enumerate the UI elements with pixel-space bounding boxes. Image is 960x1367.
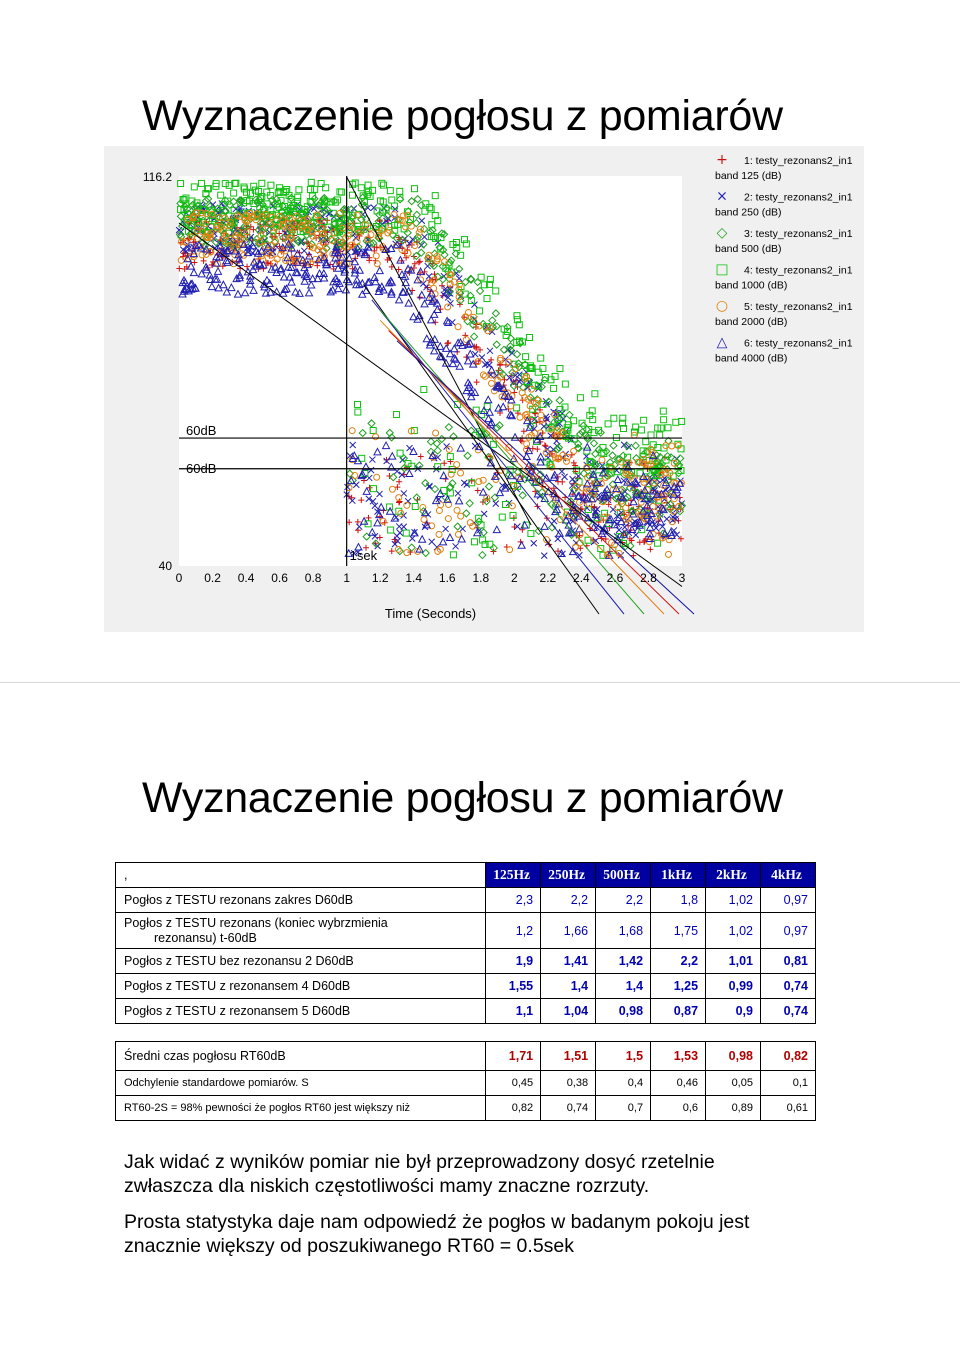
x-tick-label: 1: [343, 571, 351, 585]
paragraph-1-line-1: Jak widać z wyników pomiar nie był przeprowadzony dosyć rzetelnie: [124, 1151, 715, 1173]
results-table: [115, 862, 816, 1121]
x-tick-label: 0.8: [304, 571, 322, 585]
table-row: [116, 999, 816, 1024]
table-cell: 0,97: [760, 913, 815, 949]
column-header: 4kHz: [760, 863, 815, 888]
rt-cell: 0,89: [706, 1096, 761, 1121]
legend-band: band 4000 (dB): [715, 352, 788, 365]
std-cell: 0,46: [651, 1071, 706, 1096]
legend-marker: △: [716, 334, 728, 351]
annotation-label: 60dB: [186, 460, 217, 476]
mean-cell: 0,98: [706, 1042, 761, 1071]
legend-marker: □: [715, 261, 729, 278]
page-divider: [0, 682, 960, 683]
column-header: 2kHz: [706, 863, 761, 888]
table-cell: 1,68: [596, 913, 651, 949]
table-cell: 1,2: [486, 913, 541, 949]
table-cell: 0,97: [760, 888, 815, 913]
x-tick-label: 1.4: [405, 571, 423, 585]
x-tick-label: 2.8: [640, 571, 657, 585]
x-tick-label: 2: [510, 571, 518, 585]
legend-band: band 500 (dB): [715, 243, 782, 255]
row-label: Pogłos z TESTU rezonans zakres D60dB: [116, 888, 486, 913]
paragraph-2: [124, 1210, 749, 1258]
column-header: 500Hz: [596, 863, 651, 888]
legend-marker: ◇: [716, 225, 728, 241]
table-cell: 0,98: [596, 999, 651, 1024]
rt-cell: 0,61: [760, 1096, 815, 1121]
table-row: [116, 888, 816, 913]
table-cell: 1,9: [486, 949, 541, 974]
x-tick-label: 2.2: [539, 571, 557, 585]
mean-row: [116, 1042, 816, 1071]
legend-series-name: 1: testy_rezonans2_in1: [744, 155, 853, 167]
table-cell: 0,74: [760, 999, 815, 1024]
legend-band: band 125 (dB): [715, 170, 782, 182]
legend-series-name: 4: testy_rezonans2_in1: [744, 264, 853, 277]
mean-cell: 1,5: [596, 1042, 651, 1071]
table-cell: 1,02: [706, 913, 761, 949]
slide-2-title: Wyznaczenie pogłosu z pomiarów: [142, 774, 783, 822]
rt-cell: 0,7: [596, 1096, 651, 1121]
table-cell: 2,2: [541, 888, 596, 913]
y-axis-bottom-label: 40: [158, 559, 172, 573]
std-cell: 0,4: [596, 1071, 651, 1096]
legend-series-name: 3: testy_rezonans2_in1: [744, 228, 853, 240]
decay-chart-svg: [104, 146, 864, 632]
table-cell: 1,55: [486, 974, 541, 999]
table-cell: 1,8: [651, 888, 706, 913]
x-tick-label: 2.6: [606, 571, 624, 585]
std-cell: 0,05: [706, 1071, 761, 1096]
table-cell: 2,3: [486, 888, 541, 913]
y-axis-top-label: 116.2: [142, 170, 172, 184]
paragraph-1: [124, 1150, 715, 1198]
table-cell: 0,81: [760, 949, 815, 974]
table-cell: 1,04: [541, 999, 596, 1024]
mean-label: Średni czas pogłosu RT60dB: [116, 1042, 486, 1071]
rt-cell: 0,6: [651, 1096, 706, 1121]
column-header: 1kHz: [651, 863, 706, 888]
legend-marker: ×: [716, 188, 728, 205]
mean-cell: 1,53: [651, 1042, 706, 1071]
annotation-label: 1sek: [349, 548, 378, 563]
table-row: [116, 913, 816, 949]
mean-cell: 1,51: [541, 1042, 596, 1071]
table-cell: 1,42: [596, 949, 651, 974]
std-cell: 0,38: [541, 1071, 596, 1096]
table-cell: 0,87: [651, 999, 706, 1024]
paragraph-2-line-2: znacznie większy od poszukiwanego RT60 = 0.5sek: [124, 1235, 575, 1257]
x-tick-label: 0: [175, 571, 183, 585]
table-cell: 0,74: [760, 974, 815, 999]
std-row: [116, 1071, 816, 1096]
row-label: [116, 913, 486, 949]
std-cell: 0,1: [760, 1071, 815, 1096]
legend-band: band 250 (dB): [715, 206, 782, 219]
legend-series-name: 6: testy_rezonans2_in1: [744, 337, 853, 350]
table-row: [116, 974, 816, 999]
table-cell: 0,9: [706, 999, 761, 1024]
x-tick-label: 0.4: [237, 571, 255, 585]
table-cell: 1,1: [486, 999, 541, 1024]
table-cell: 1,01: [706, 949, 761, 974]
table-cell: 1,75: [651, 913, 706, 949]
table-cell: 1,4: [541, 974, 596, 999]
rt-cell: 0,82: [486, 1096, 541, 1121]
row-label: Pogłos z TESTU bez rezonansu 2 D60dB: [116, 949, 486, 974]
column-header: 250Hz: [541, 863, 596, 888]
table-cell: 1,41: [541, 949, 596, 974]
rt-row: [116, 1096, 816, 1121]
annotation-label: 60dB: [186, 423, 217, 439]
std-cell: 0,45: [486, 1071, 541, 1096]
x-tick-label: 1.6: [438, 571, 456, 585]
row-label: Pogłos z TESTU z rezonansem 4 D60dB: [116, 974, 486, 999]
rt-label: RT60-2S = 98% pewności że pogłos RT60 jest większy niż: [116, 1096, 486, 1121]
x-tick-label: 3: [678, 571, 686, 585]
table-row: [116, 949, 816, 974]
spacer-cell: [116, 1024, 816, 1042]
row-label: Pogłos z TESTU z rezonansem 5 D60dB: [116, 999, 486, 1024]
table-cell: 0,99: [706, 974, 761, 999]
x-tick-label: 1.8: [472, 571, 490, 585]
row-label-line-1: Pogłos z TESTU rezonans (koniec wybrzmienia: [124, 915, 388, 930]
slide-1-title: Wyznaczenie pogłosu z pomiarów: [142, 92, 783, 140]
legend-band: band 1000 (dB): [715, 279, 788, 292]
std-label: Odchylenie standardowe pomiarów. S: [116, 1071, 486, 1096]
table-spacer: [116, 1024, 816, 1042]
column-header: 125Hz: [486, 863, 541, 888]
x-tick-label: 1.2: [371, 571, 389, 585]
table-cell: 2,2: [651, 949, 706, 974]
table-cell: 1,66: [541, 913, 596, 949]
decay-chart: [104, 146, 864, 632]
table-cell: 2,2: [596, 888, 651, 913]
x-tick-label: 0.6: [271, 571, 288, 585]
legend-series-name: 2: testy_rezonans2_in1: [744, 191, 853, 204]
x-tick-label: 2.4: [573, 571, 590, 585]
mean-cell: 1,71: [486, 1042, 541, 1071]
legend-marker: ○: [715, 298, 729, 314]
row-label-line-2: rezonansu) t-60dB: [154, 930, 257, 945]
paragraph-1-line-2: zwłaszcza dla niskich częstotliwości mamy znaczne rozrzuty.: [124, 1175, 650, 1197]
table-header-row: [116, 863, 816, 888]
table-cell: 1,25: [651, 974, 706, 999]
mean-cell: 0,82: [760, 1042, 815, 1071]
x-tick-label: 0.2: [204, 571, 221, 585]
rt-cell: 0,74: [541, 1096, 596, 1121]
legend-marker: +: [716, 152, 728, 168]
table-corner: ,: [116, 863, 486, 888]
paragraph-2-line-1: Prosta statystyka daje nam odpowiedź że pogłos w badanym pokoju jest: [124, 1211, 750, 1233]
legend-band: band 2000 (dB): [715, 316, 788, 328]
table-cell: 1,4: [596, 974, 651, 999]
x-axis-title: Time (Seconds): [384, 606, 477, 621]
table-cell: 1,02: [706, 888, 761, 913]
legend-series-name: 5: testy_rezonans2_in1: [744, 301, 853, 313]
